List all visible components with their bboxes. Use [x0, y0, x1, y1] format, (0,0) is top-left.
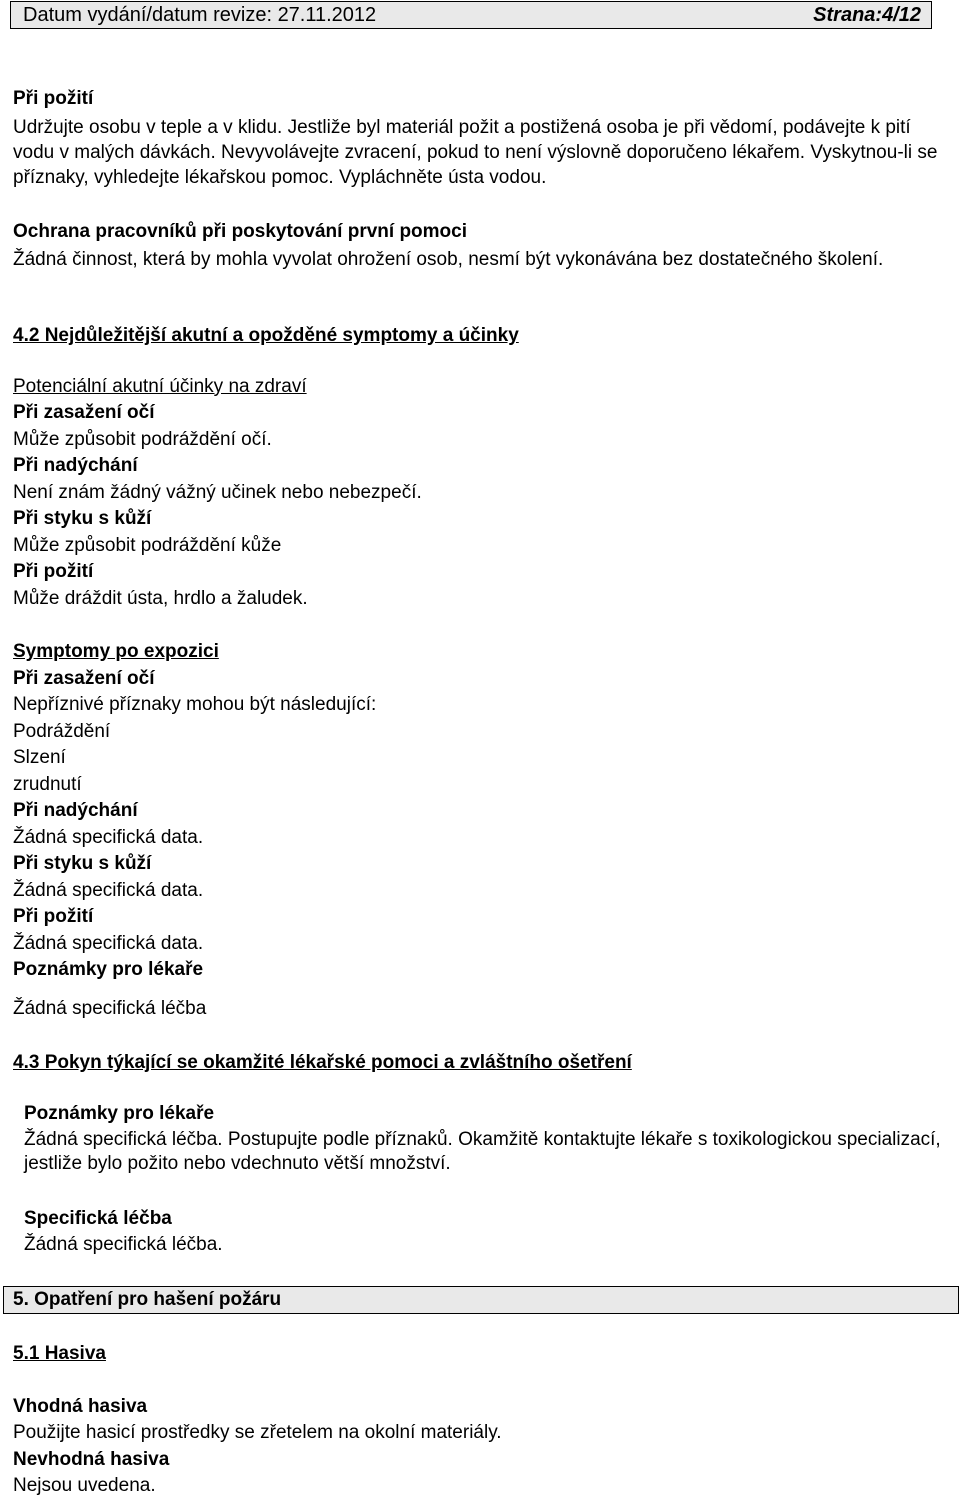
unsuitable-media-heading: Nevhodná hasiva: [13, 1448, 170, 1470]
acute-inhalation-heading: Při nadýchání: [13, 455, 138, 476]
protection-block: [13, 219, 948, 272]
acute-eye-text: Může způsobit podráždění očí.: [13, 428, 272, 450]
ingestion-block: [13, 86, 948, 190]
section-4-3: [24, 1101, 944, 1259]
symptoms-title: Symptomy po expozici: [13, 641, 219, 662]
ingestion-text: Udržujte osobu v teple a v klidu. Jestliže byl materiál požit a postižená osoba je při vědomí, podávejte k pití vodu v malých dávkách. Nevyvolávejte zvracení, pokud to není výslovně doporučeno lékařem. Vyskytnou-li se příznaky, vyhledejte lékařskou pomoc. Vypláchněte ústa vodou.: [13, 116, 938, 188]
specific-treatment-heading: Specifická léčba: [24, 1207, 172, 1229]
section-5-1: [13, 1341, 948, 1500]
specific-treatment-text: Žádná specifická léčba.: [24, 1234, 223, 1255]
acute-inhalation-text: Není znám žádný vážný učinek nebo nebezpečí.: [13, 481, 422, 503]
symptoms-ingestion-heading: Při požití: [13, 906, 94, 927]
suitable-media-heading: Vhodná hasiva: [13, 1395, 148, 1417]
acute-ingestion-heading: Při požití: [13, 561, 94, 582]
protection-text: Žádná činnost, která by mohla vyvolat ohrožení osob, nesmí být vykonávána bez dostatečného školení.: [13, 248, 884, 270]
section-title: 4.2 Nejdůležitější akutní a opožděné symptomy a účinky: [13, 325, 519, 346]
subsection-title: 5.1 Hasiva: [13, 1343, 106, 1364]
symptoms-eye-line: Nepříznivé příznaky mohou být následující:: [13, 694, 377, 715]
physician-notes-text: Žádná specifická léčba. Postupujte podle příznaků. Okamžitě kontaktujte lékaře s toxikologickou specializací, jestliže bylo požito nebo vdechnuto větší množství.: [24, 1128, 941, 1174]
revision-date: Datum vydání/datum revize: 27.11.2012: [23, 4, 377, 26]
symptoms-inhalation-heading: Při nadýchání: [13, 800, 138, 821]
page-header: [10, 1, 932, 29]
acute-ingestion-text: Může dráždit ústa, hrdlo a žaludek.: [13, 587, 308, 609]
suitable-media-text: Použijte hasicí prostředky se zřetelem na okolní materiály.: [13, 1422, 502, 1443]
symptoms-skin-heading: Při styku s kůží: [13, 853, 152, 874]
section-4-3-title-block: [13, 1050, 948, 1077]
section-4-2: [13, 323, 948, 1022]
acute-skin-text: Může způsobit podráždění kůže: [13, 534, 282, 556]
section-title: 4.3 Pokyn týkající se okamžité lékařské pomoci a zvláštního ošetření: [13, 1052, 632, 1073]
symptoms-eye-line: Podráždění: [13, 720, 111, 742]
page-number: Strana:4/12: [813, 4, 921, 26]
physician-notes-heading: Poznámky pro lékaře: [13, 959, 204, 980]
physician-notes-text: Žádná specifická léčba: [13, 997, 207, 1019]
unsuitable-media-text: Nejsou uvedena.: [13, 1475, 156, 1496]
symptoms-ingestion-text: Žádná specifická data.: [13, 932, 204, 954]
ingestion-heading: Při požití: [13, 88, 94, 109]
protection-heading: Ochrana pracovníků při poskytování první pomoci: [13, 221, 467, 242]
section-5-title: 5. Opatření pro hašení požáru: [3, 1286, 959, 1314]
symptoms-eye-line: Slzení: [13, 747, 66, 768]
acute-eye-heading: Při zasažení očí: [13, 402, 155, 423]
acute-skin-heading: Při styku s kůží: [13, 508, 152, 529]
physician-notes-heading: Poznámky pro lékaře: [24, 1103, 215, 1124]
symptoms-inhalation-text: Žádná specifická data.: [13, 826, 204, 848]
symptoms-eye-line: zrudnutí: [13, 773, 82, 795]
acute-effects-title: Potenciální akutní účinky na zdraví: [13, 375, 307, 397]
symptoms-skin-text: Žádná specifická data.: [13, 879, 204, 901]
symptoms-eye-heading: Při zasažení očí: [13, 667, 155, 689]
